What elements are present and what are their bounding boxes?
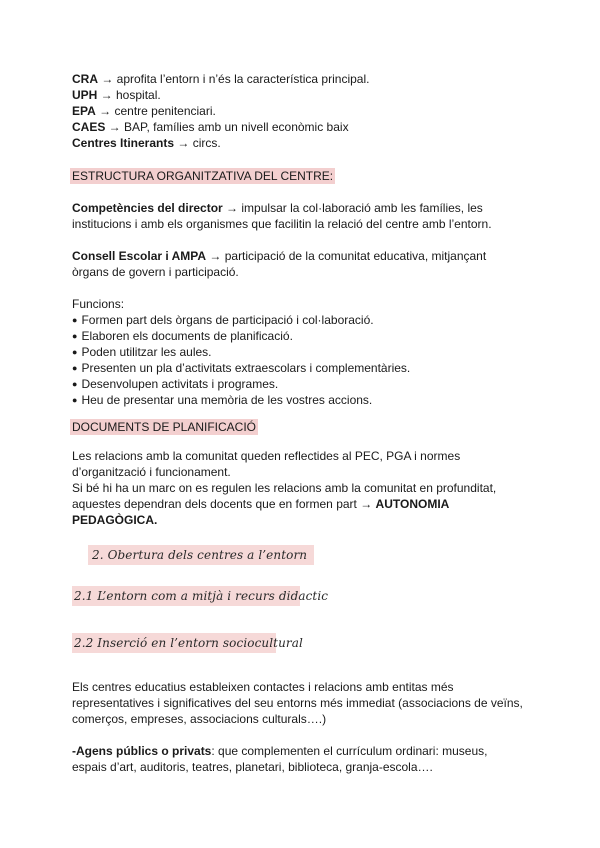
planning-heading	[72, 419, 258, 435]
acronym-cra	[72, 71, 369, 87]
structure-heading-text: ESTRUCTURA ORGANITZATIVA DEL CENTRE:	[72, 169, 334, 183]
agents-line-1	[72, 743, 487, 759]
function-item: ● Desenvolupen activitats i programes.	[72, 376, 278, 393]
planning-p2-line-3	[72, 512, 157, 528]
planning-p1-line-1: Les relacions amb la comunitat queden reflectides al PEC, PGA i normes	[72, 449, 461, 463]
director-line-1	[72, 200, 483, 216]
section-2-2-heading: 2.2 Inserció en l’entorn sociocultural	[72, 633, 276, 653]
function-item: ● Elaboren els documents de planificació.	[72, 328, 293, 345]
closing-p1-line-2: representatives i significatives del seu entorns més immediat (associacions de veïns,	[72, 696, 523, 710]
acronym-term: Centres Itinerants	[72, 136, 175, 150]
director-desc: institucions i amb els organismes que facilitin la relació del centre amb l’entorn.	[72, 217, 492, 231]
closing-p1-line-3: comerços, empreses, associacions culturals….)	[72, 712, 327, 726]
planning-p2-line-1: Si bé hi ha un marc on es regulen les relacions amb la comunitat en profunditat,	[72, 481, 497, 495]
council-line-1	[72, 248, 486, 264]
function-item: ● Heu de presentar una memòria de les vostres accions.	[72, 392, 372, 409]
agents-desc: : que complementen el currículum ordinari: museus,	[211, 744, 488, 758]
planning-p2-bold-end: PEDAGÒGICA.	[72, 513, 158, 527]
agents-line-2: espais d’art, auditoris, teatres, planetari, biblioteca, granja-escola….	[72, 760, 433, 774]
acronym-itinerants	[72, 135, 221, 151]
council-term: Consell Escolar i AMPA	[72, 249, 207, 263]
acronym-uph	[72, 87, 161, 103]
acronym-desc: → BAP, famílies amb un nivell econòmic baix	[105, 120, 349, 134]
acronym-term: EPA	[72, 104, 96, 118]
closing-p1-line-1: Els centres educatius estableixen contactes i relacions amb entitas més	[72, 680, 454, 694]
acronym-caes	[72, 119, 349, 135]
planning-heading-text: DOCUMENTS DE PLANIFICACIÓ	[72, 420, 257, 434]
section-2-1-heading: 2.1 L’entorn com a mitjà i recurs didactic	[72, 586, 300, 606]
planning-p2-text: aquestes dependran dels docents que en formen part →	[72, 497, 376, 511]
structure-heading	[72, 168, 335, 184]
acronym-desc: → circs.	[174, 136, 221, 150]
function-item: ● Formen part dels òrgans de participació i col·laboració.	[72, 312, 374, 329]
acronym-term: CRA	[72, 72, 98, 86]
acronym-term: CAES	[72, 120, 106, 134]
council-line-2	[72, 264, 239, 280]
director-line-2	[72, 216, 492, 232]
acronym-desc: → centre penitenciari.	[95, 104, 216, 118]
acronym-desc: → hospital.	[97, 88, 161, 102]
director-desc: → impulsar la col·laboració amb les famílies, les	[222, 201, 483, 215]
acronym-desc: → aprofita l’entorn i n’és la característica principal.	[98, 72, 370, 86]
planning-p2-line-2	[72, 496, 449, 512]
section-2-heading: 2. Obertura dels centres a l’entorn	[88, 545, 314, 565]
acronym-epa	[72, 103, 216, 119]
acronym-term: UPH	[72, 88, 98, 102]
function-item: ● Poden utilitzar les aules.	[72, 344, 212, 361]
planning-p1-line-2: d’organització i funcionament.	[72, 465, 231, 479]
council-desc: òrgans de govern i participació.	[72, 265, 239, 279]
functions-label: Funcions:	[72, 297, 125, 311]
agents-term: -Agens públics o privats	[72, 744, 212, 758]
council-desc: → participació de la comunitat educativa, mitjançant	[206, 249, 487, 263]
function-item: ● Presenten un pla d’activitats extraescolars i complementàries.	[72, 360, 410, 377]
planning-p2-bold: AUTONOMIA	[375, 497, 450, 511]
director-term: Competències del director	[72, 201, 223, 215]
